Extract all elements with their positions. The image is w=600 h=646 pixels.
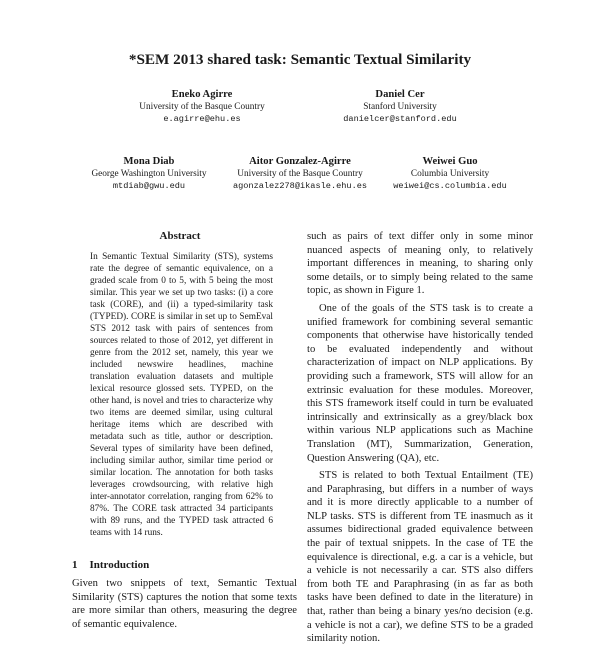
body-paragraph: STS is related to both Textual Entailment (TE) and Paraphrasing, but differs in a number of ways and it is more directly applicable to a number of NLP tasks. STS is different from TE inasmuch as it assumes bidirectional graded equivalence between the pair of textual snippets. In the case of TE the equivalence is directional, e.g. a car is a vehicle, but a vehicle is not necessarily a car. STS also differs from both TE and Paraphrasing (in as far as both tasks have been defined to date in the literature) in that, rather than being a binary yes/no decision (e.g. a vehicle is not a car), we define STS to be a graded similarity notion.	[307, 470, 533, 645]
author-name: Weiwei Guo	[422, 156, 478, 167]
intro-paragraph: Given two snippets of text, Semantic Textual Similarity (STS) captures the notion that some texts are more similar than others, measuring the degree of semantic equivalence.	[72, 578, 297, 630]
section-heading	[72, 559, 149, 571]
abstract-heading: Abstract	[159, 230, 201, 242]
author-affiliation: Columbia University	[410, 169, 490, 179]
author-email[interactable]: agonzalez278@ikasle.ehu.es	[232, 181, 368, 191]
author-name: Aitor Gonzalez-Agirre	[249, 156, 351, 167]
author-affiliation: University of the Basque Country	[139, 102, 265, 112]
author-email[interactable]: mtdiab@gwu.edu	[112, 181, 186, 191]
author-block	[300, 88, 500, 126]
author-affiliation: University of the Basque Country	[237, 169, 363, 179]
section-title: Introduction	[89, 559, 150, 571]
author-email[interactable]: danielcer@stanford.edu	[343, 114, 457, 124]
author-block	[102, 88, 302, 126]
author-email[interactable]: weiwei@cs.columbia.edu	[393, 181, 507, 191]
author-affiliation: George Washington University	[91, 169, 207, 179]
author-block	[350, 155, 550, 193]
right-column	[307, 230, 533, 646]
body-paragraph: such as pairs of text differ only in some minor nuanced aspects of meaning only, to relatively important differences in meaning, to sharing only some details, or to simply being related to the same topic, as shown in Figure 1.	[307, 231, 533, 297]
abstract-text: In Semantic Textual Similarity (STS), systems rate the degree of semantic equivalence, on a graded scale from 0 to 5, with 5 being the most similar. This year we set up two tasks: (i) a core task (CORE), and (ii) a typed-similarity task (TYPED). CORE is similar in set up to SemEval STS 2012 task with pairs of sentences from sources related to those of 2012, yet different in genre from the 2012 set, namely, this year we included newswire headlines, machine translation evaluation datasets and multiple lexical resource glossed sets. TYPED, on the other hand, is novel and tries to characterize why two items are deemed similar, using cultural heritage items which are described with metadata such as title, author or description. Several types of similarity have been defined, including similar author, similar time period or similar location. The annotation for both tasks leverages crowdsourcing, with relative high inter-annotator correlation, ranging from 62% to 87%. The CORE task attracted 34 participants with 89 runs, and the TYPED task attracted 6 teams with 14 runs.	[90, 252, 273, 538]
author-name: Eneko Agirre	[171, 89, 233, 100]
author-name: Daniel Cer	[375, 89, 425, 100]
section-number: 1	[72, 559, 78, 571]
author-email[interactable]: e.agirre@ehu.es	[163, 114, 241, 124]
paper-title: *SEM 2013 shared task: Semantic Textual Similarity	[128, 51, 472, 68]
body-paragraph: One of the goals of the STS task is to create a unified framework for combining several semantic components that otherwise have historically tended to be evaluated independently and without characterization of impact on NLP applications. By providing such a framework, STS will allow for an extrinsic evaluation for these modules. Moreover, this STS framework itself could in turn be evaluated intrinsically and extrinsically as a grey/black box within various NLP applications such as Machine Translation (MT), Summarization, Generation, Question Answering (QA), etc.	[307, 302, 533, 464]
author-name: Mona Diab	[123, 156, 175, 167]
author-affiliation: Stanford University	[363, 102, 437, 112]
